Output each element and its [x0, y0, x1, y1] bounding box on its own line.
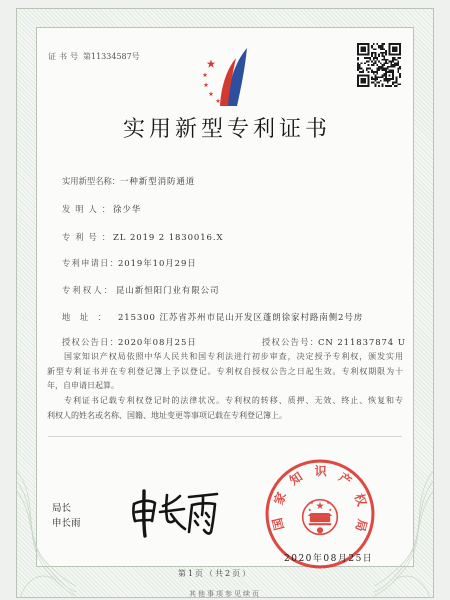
qr-module — [387, 66, 389, 68]
paragraph-line: 国家知识产权局依照中华人民共和国专利法进行初步审查，决定授予专利权，颁发实用 — [64, 352, 403, 361]
qr-module — [361, 47, 366, 52]
signature-strokes — [133, 491, 217, 536]
certificate-title: 实用新型专利证书 — [122, 117, 331, 142]
field-value-grant-number: CN 211837874 U — [318, 338, 406, 348]
qr-module — [382, 83, 384, 85]
qr-module — [394, 82, 396, 84]
qr-module — [359, 66, 361, 68]
qr-module — [361, 71, 363, 73]
field-label: 授权公告号： — [262, 337, 318, 347]
qr-module — [378, 68, 380, 70]
qr-module — [378, 54, 380, 56]
qr-module — [397, 57, 399, 59]
qr-module — [385, 62, 387, 64]
director-name: 申长雨 — [52, 518, 81, 529]
qr-module — [392, 82, 394, 84]
qr-module — [390, 64, 392, 66]
qr-module — [399, 83, 401, 85]
qr-module — [387, 62, 389, 64]
qr-module — [364, 62, 366, 64]
qr-module — [389, 75, 391, 77]
qr-module — [397, 61, 399, 63]
qr-module — [368, 61, 370, 63]
qr-module — [357, 57, 359, 59]
qr-module — [383, 80, 385, 82]
field-value-patent-number: ZL 2019 2 1830016.X — [113, 233, 224, 243]
qr-module — [383, 78, 385, 80]
qr-module — [397, 62, 399, 64]
qr-module — [373, 78, 375, 80]
field-value-grant-date: 2020年08月25日 — [118, 338, 197, 348]
qr-module — [378, 66, 380, 68]
qr-module — [375, 57, 377, 59]
qr-module — [396, 82, 398, 84]
qr-module — [382, 48, 384, 50]
qr-module — [382, 59, 384, 61]
qr-module — [380, 48, 382, 50]
field-row-filing-date — [62, 258, 197, 270]
qr-module — [378, 61, 380, 63]
qr-module — [399, 73, 401, 75]
qr-module — [376, 78, 378, 80]
qr-module — [375, 61, 377, 63]
qr-module — [371, 69, 373, 71]
field-value-patentee: 昆山新恒阳门业有限公司 — [116, 286, 220, 296]
qr-module — [394, 85, 396, 87]
qr-module — [357, 69, 359, 71]
qr-module — [369, 57, 371, 59]
qr-module — [399, 57, 401, 59]
qr-module — [382, 85, 384, 87]
paragraph-line: 利权人的姓名或名称、国籍、地址变更等事项记载在专利登记簿上。 — [47, 410, 287, 420]
qr-module — [376, 43, 378, 45]
qr-module — [382, 75, 384, 77]
qr-module — [368, 57, 370, 59]
field-value-filing-date: 2019年10月29日 — [118, 259, 197, 269]
qr-module — [383, 52, 385, 54]
qr-module — [376, 73, 378, 75]
field-label: 地址： — [62, 312, 106, 322]
qr-module — [390, 66, 392, 68]
qr-module — [378, 82, 380, 84]
qr-module — [383, 57, 385, 59]
qr-module — [378, 76, 380, 78]
field-label: 发明人： — [62, 204, 110, 214]
qr-module — [371, 54, 373, 56]
qr-module — [373, 71, 375, 73]
qr-module — [371, 76, 373, 78]
qr-module — [396, 64, 398, 66]
qr-module — [382, 47, 384, 49]
qr-module — [383, 69, 385, 71]
qr-module — [362, 69, 364, 71]
national-emblem-icon — [303, 500, 338, 535]
qr-module — [371, 61, 373, 63]
qr-module — [383, 73, 385, 75]
qr-module — [380, 62, 382, 64]
qr-module — [376, 82, 378, 84]
qr-module — [397, 69, 399, 71]
field-label: 实用新型名称： — [62, 176, 121, 186]
qr-module — [394, 66, 396, 68]
qr-module — [371, 71, 373, 73]
qr-module — [387, 82, 389, 84]
qr-module — [376, 76, 378, 78]
qr-module — [361, 78, 366, 83]
qr-module — [375, 62, 377, 64]
qr-module — [399, 76, 401, 78]
qr-module — [359, 71, 361, 73]
field-value-utility-model-name: 一种新型消防通道 — [120, 177, 196, 187]
certificate-number-label: 证书号 — [48, 52, 81, 61]
qr-module — [389, 61, 391, 63]
qr-module — [371, 82, 373, 84]
qr-module — [382, 68, 384, 70]
qr-module — [373, 52, 375, 54]
qr-module — [382, 54, 384, 56]
field-label: 专利权人： — [62, 285, 112, 295]
qr-module — [396, 80, 398, 82]
qr-module — [394, 59, 396, 61]
field-row-utility-model-name — [62, 176, 195, 188]
qr-module — [389, 80, 391, 82]
qr-module — [373, 82, 375, 84]
qr-module — [389, 66, 391, 68]
qr-module — [382, 66, 384, 68]
qr-module — [397, 68, 399, 70]
qr-module — [371, 64, 373, 66]
qr-module — [378, 47, 380, 49]
qr-module — [369, 68, 371, 70]
qr-module — [392, 64, 394, 66]
qr-module — [385, 54, 387, 56]
certificate-number — [48, 52, 140, 62]
qr-module — [396, 62, 398, 64]
qr-module — [392, 47, 397, 52]
qr-module — [390, 61, 392, 63]
qr-module — [396, 59, 398, 61]
qr-module — [396, 78, 398, 80]
qr-module — [397, 64, 399, 66]
director-title: 局长 — [52, 503, 72, 514]
field-label: 授权公告日： — [62, 337, 118, 347]
qr-module — [383, 62, 385, 64]
qr-module — [361, 62, 363, 64]
qr-module — [376, 59, 378, 61]
qr-module — [378, 55, 380, 57]
qr-module — [392, 59, 394, 61]
field-value-address: 215300 江苏省苏州市昆山开发区蓬朗徐家村路南侧2号房 — [118, 313, 364, 323]
qr-module — [397, 83, 399, 85]
qr-module — [376, 57, 378, 59]
qr-module — [376, 64, 378, 66]
body-paragraph-1 — [47, 350, 403, 394]
qr-module — [399, 68, 401, 70]
issue-date: 2020年08月25日 — [284, 554, 374, 564]
qr-module — [382, 45, 384, 47]
qr-module — [375, 78, 377, 80]
qr-module — [380, 80, 382, 82]
field-row-grant-date — [62, 337, 197, 349]
qr-module — [380, 47, 382, 49]
qr-module — [399, 75, 401, 77]
qr-module — [357, 66, 359, 68]
signature-icon — [126, 488, 221, 538]
qr-module — [392, 66, 394, 68]
qr-module — [390, 85, 392, 87]
field-row-grant-number — [262, 337, 406, 349]
qr-module — [368, 64, 370, 66]
qr-module — [385, 68, 387, 70]
qr-module — [385, 85, 387, 87]
qr-module — [383, 64, 385, 66]
qr-module — [375, 76, 377, 78]
cnipa-logo-icon — [197, 44, 255, 108]
paragraph-line: 新型专利证书并在专利登记簿上予以登记。专利权自授权公告之日起生效。专利权期限为十 — [47, 366, 403, 376]
field-row-address — [62, 312, 363, 324]
field-row-patentee — [62, 285, 219, 297]
field-label: 专利申请日： — [62, 258, 118, 268]
qr-module — [383, 59, 385, 61]
qr-module — [399, 66, 401, 68]
logo-stars — [203, 59, 221, 103]
continuation-note: 其他事项参见续页 — [189, 590, 261, 598]
body-paragraph-2 — [47, 394, 403, 423]
qr-module — [382, 52, 384, 54]
qr-module — [396, 85, 398, 87]
qr-module — [380, 76, 382, 78]
qr-code-icon — [357, 43, 401, 87]
qr-module — [387, 68, 389, 70]
qr-module — [378, 85, 380, 87]
qr-module — [371, 55, 373, 57]
qr-module — [385, 52, 387, 54]
qr-module — [368, 71, 370, 73]
seal-text-path: 国家知识产权局 — [270, 464, 370, 534]
qr-module — [389, 85, 391, 87]
qr-module — [371, 52, 373, 54]
qr-module — [383, 55, 385, 57]
qr-module — [357, 59, 359, 61]
paragraph-line: 年，自申请日起算。 — [47, 381, 119, 390]
qr-module — [387, 80, 389, 82]
qr-module — [376, 71, 378, 73]
qr-module — [394, 64, 396, 66]
separator-line — [48, 436, 402, 437]
qr-module — [380, 68, 382, 70]
qr-module — [373, 62, 375, 64]
field-value-inventor: 徐少华 — [113, 205, 142, 215]
qr-module — [368, 68, 370, 70]
qr-module — [380, 66, 382, 68]
qr-module — [392, 69, 394, 71]
qr-module — [357, 64, 359, 66]
qr-module — [382, 55, 384, 57]
qr-module — [371, 78, 373, 80]
qr-module — [396, 76, 398, 78]
qr-module — [373, 48, 375, 50]
qr-module — [390, 62, 392, 64]
qr-module — [375, 75, 377, 77]
qr-module — [362, 71, 364, 73]
qr-module — [373, 57, 375, 59]
qr-module — [382, 64, 384, 66]
qr-module — [375, 52, 377, 54]
qr-module — [390, 69, 392, 71]
qr-module — [385, 50, 387, 52]
qr-module — [371, 45, 373, 47]
qr-module — [380, 45, 382, 47]
qr-module — [387, 59, 389, 61]
qr-module — [373, 73, 375, 75]
qr-module — [383, 75, 385, 77]
qr-module — [366, 61, 368, 63]
qr-module — [359, 68, 361, 70]
qr-module — [383, 68, 385, 70]
field-row-inventor — [62, 204, 141, 216]
qr-module — [392, 61, 394, 63]
qr-module — [375, 48, 377, 50]
qr-module — [385, 59, 387, 61]
qr-module — [376, 68, 378, 70]
qr-module — [373, 64, 375, 66]
qr-module — [359, 64, 361, 66]
qr-module — [380, 52, 382, 54]
certificate-number-value: 第11334587号 — [83, 52, 140, 61]
qr-module — [378, 69, 380, 71]
qr-module — [385, 61, 387, 63]
qr-module — [371, 47, 373, 49]
qr-module — [385, 69, 387, 71]
qr-module — [375, 80, 377, 82]
qr-module — [385, 80, 387, 82]
field-label: 专利号： — [62, 232, 110, 242]
qr-module — [382, 69, 384, 71]
qr-module — [392, 83, 394, 85]
qr-module — [382, 43, 384, 45]
qr-module — [364, 57, 366, 59]
qr-module — [397, 71, 399, 73]
qr-module — [375, 55, 377, 57]
qr-module — [366, 57, 368, 59]
page-number: 第1页（共2页） — [177, 569, 253, 578]
qr-module — [375, 54, 377, 56]
qr-module — [387, 85, 389, 87]
qr-module — [394, 57, 396, 59]
qr-module — [382, 76, 384, 78]
qr-module — [366, 69, 368, 71]
field-row-patent-number — [62, 232, 223, 244]
qr-module — [369, 59, 371, 61]
paragraph-line: 专利证书记载专利权登记时的法律状况。专利权的转移、质押、无效、终止、恢复和专 — [64, 396, 403, 405]
qr-module — [378, 45, 380, 47]
qr-module — [357, 68, 359, 70]
qr-module — [373, 59, 375, 61]
qr-module — [366, 68, 368, 70]
qr-module — [383, 43, 385, 45]
qr-module — [392, 57, 394, 59]
qr-module — [383, 48, 385, 50]
qr-module — [357, 62, 359, 64]
qr-module — [375, 83, 377, 85]
qr-module — [375, 85, 377, 87]
qr-module — [361, 68, 363, 70]
qr-module — [373, 43, 375, 45]
qr-module — [375, 71, 377, 73]
qr-module — [389, 69, 391, 71]
qr-module — [376, 69, 378, 71]
qr-module — [394, 62, 396, 64]
